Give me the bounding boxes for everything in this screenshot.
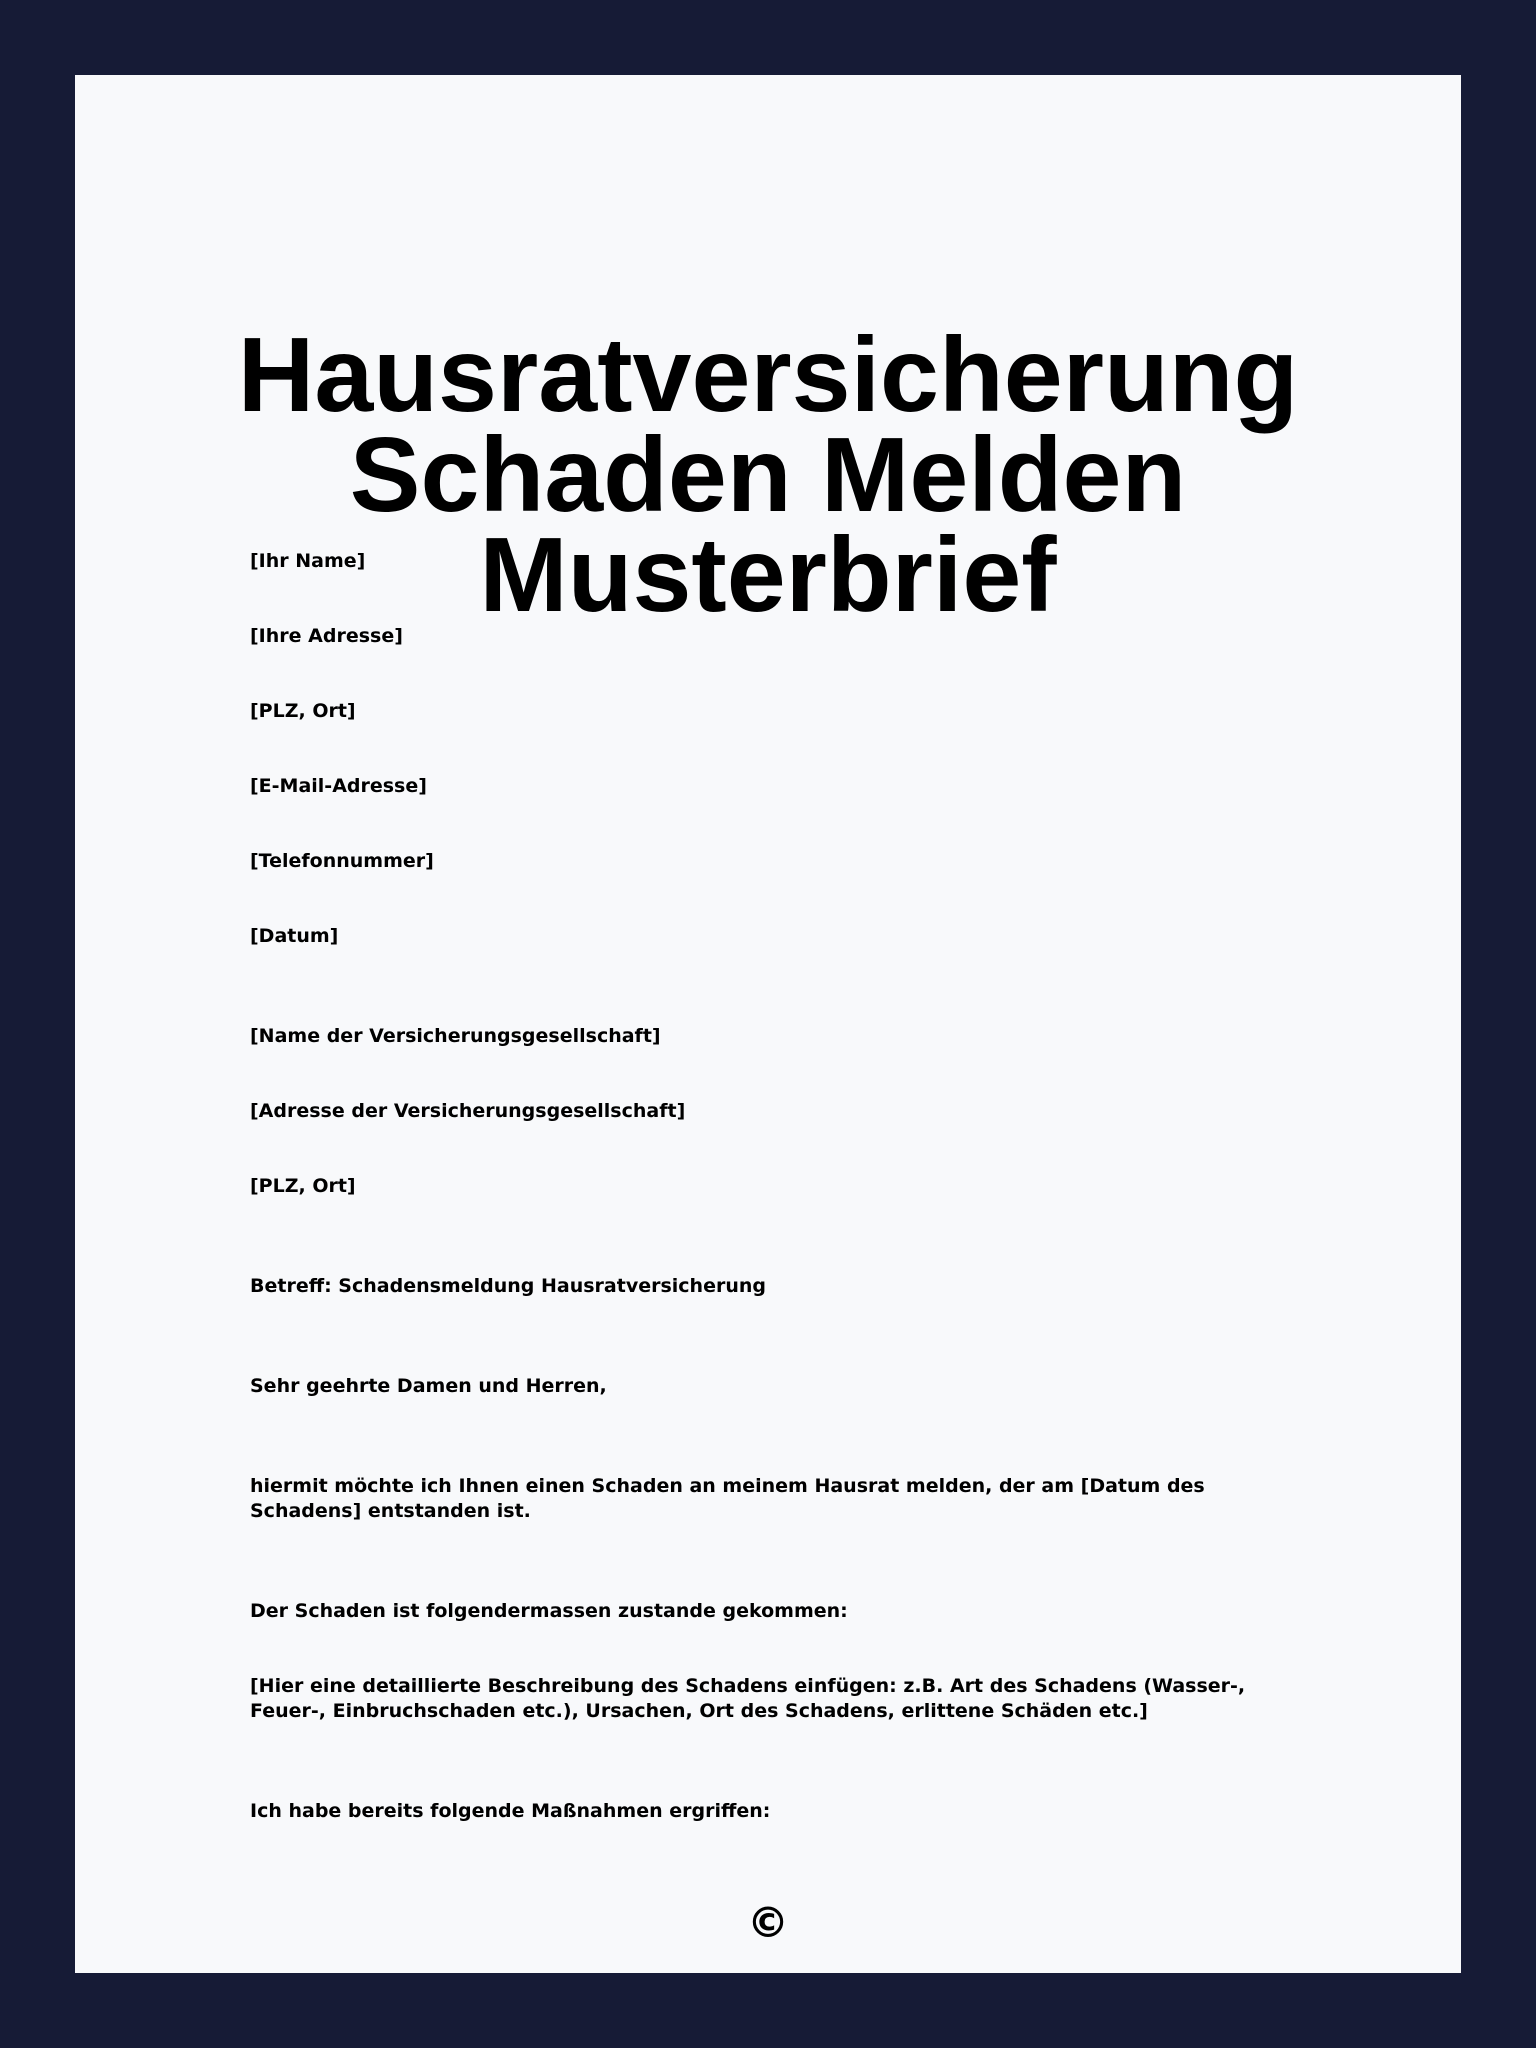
title-line-1: Hausratversicherung xyxy=(237,316,1299,434)
document-title xyxy=(75,316,1461,634)
sender-zip-city: [PLZ, Ort] xyxy=(250,700,356,722)
paragraph-cause: Der Schaden ist folgendermassen zustande gekommen: xyxy=(250,1600,848,1622)
sender-address: [Ihre Adresse] xyxy=(250,625,403,647)
copyright-icon: © xyxy=(747,1898,789,1947)
paragraph-description: [Hier eine detaillierte Beschreibung des Schadens einfügen: z.B. Art des Schadens (Wasser-, Feuer-, Einbruchschaden etc.), Ursachen, Ort des Schadens, erlittene Schäden etc.] xyxy=(250,1675,1246,1722)
recipient-company: [Name der Versicherungsgesellschaft] xyxy=(250,1025,661,1047)
letter-subject: Betreff: Schadensmeldung Hausratversicherung xyxy=(250,1275,766,1297)
document-page xyxy=(75,75,1461,1973)
paragraph-intro: hiermit möchte ich Ihnen einen Schaden an meinem Hausrat melden, der am [Datum des Schadens] entstanden ist. xyxy=(250,1475,1205,1522)
letter-salutation: Sehr geehrte Damen und Herren, xyxy=(250,1375,607,1397)
paragraph-measures: Ich habe bereits folgende Maßnahmen ergriffen: xyxy=(250,1800,771,1822)
letter-date: [Datum] xyxy=(250,925,339,947)
sender-name: [Ihr Name] xyxy=(250,550,366,572)
sender-phone: [Telefonnummer] xyxy=(250,850,434,872)
sender-email: [E-Mail-Adresse] xyxy=(250,775,427,797)
title-line-2: Schaden Melden Musterbrief xyxy=(349,416,1187,634)
recipient-address: [Adresse der Versicherungsgesellschaft] xyxy=(250,1100,686,1122)
recipient-zip-city: [PLZ, Ort] xyxy=(250,1175,356,1197)
